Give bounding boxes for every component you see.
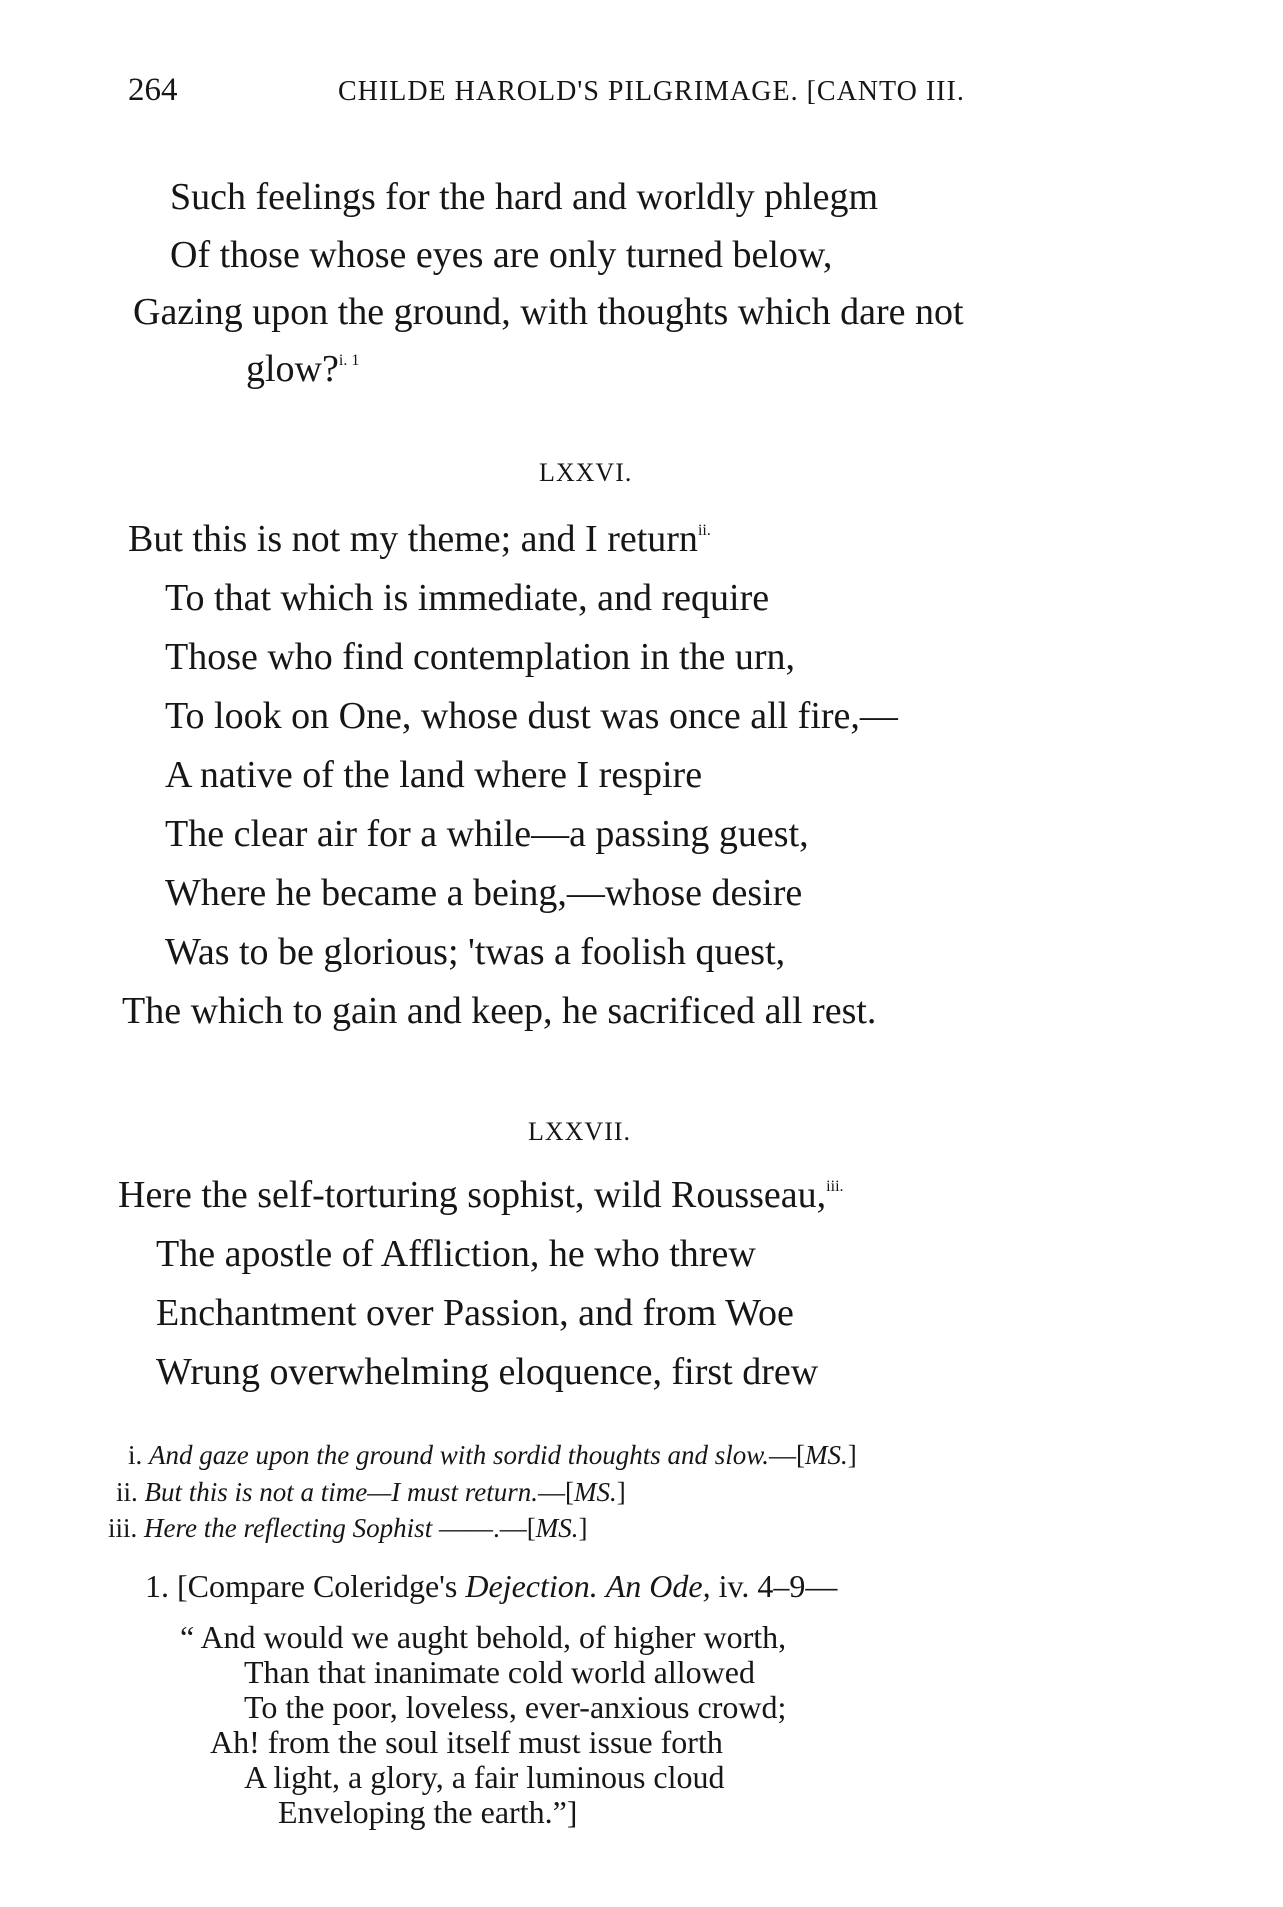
variant-source-close: ] <box>847 1440 857 1470</box>
variant-source: MS. <box>535 1513 579 1543</box>
variant-text: But this is not a time—I must return. <box>144 1477 539 1507</box>
variant-number: i. <box>128 1440 143 1470</box>
footnote-ref: ii. <box>697 522 711 539</box>
note-number: 1. <box>145 1568 169 1604</box>
verse-line: Those who find contemplation in the urn, <box>165 636 796 678</box>
variant-source-open: —[ <box>538 1477 575 1507</box>
verse-line-with-ref <box>246 350 359 388</box>
variant-reading <box>116 1477 626 1508</box>
note-work-title: Dejection. <box>465 1568 598 1604</box>
variant-text: Here the reflecting Sophist <box>144 1513 433 1543</box>
variant-source: MS. <box>574 1477 617 1507</box>
verse-line: The which to gain and keep, he sacrificed all rest. <box>122 990 877 1032</box>
running-title: CHILDE HAROLD'S PILGRIMAGE. [CANTO III. <box>338 76 965 107</box>
verse-line-with-ref <box>128 520 711 558</box>
verse-line: The apostle of Affliction, he who threw <box>156 1233 756 1275</box>
variant-source-open: —[ <box>769 1440 806 1470</box>
variant-reading <box>108 1513 587 1544</box>
quote-line: A light, a glory, a fair luminous cloud <box>244 1759 725 1795</box>
variant-number: iii. <box>108 1513 138 1543</box>
verse-line: A native of the land where I respire <box>165 754 703 796</box>
variant-source-open: ——.—[ <box>432 1513 536 1543</box>
verse-line: To look on One, whose dust was once all fire,— <box>165 695 898 737</box>
verse-line: Wrung overwhelming eloquence, first drew <box>156 1351 819 1393</box>
quote-line: Than that inanimate cold world allowed <box>244 1654 755 1690</box>
verse-line: Where he became a being,—whose desire <box>165 872 803 914</box>
stanza-number: LXXVII. <box>528 1117 632 1146</box>
variant-source: MS. <box>805 1440 848 1470</box>
verse-line-with-ref <box>118 1176 844 1214</box>
variant-source-close: ] <box>616 1477 626 1507</box>
verse-line-text: But this is not my theme; and I return <box>128 518 698 560</box>
variant-text: And gaze upon the ground with sordid thoughts and slow. <box>149 1440 770 1470</box>
variant-number: ii. <box>116 1477 138 1507</box>
footnote-ref: i. 1 <box>338 352 360 369</box>
verse-line: Such feelings for the hard and worldly phlegm <box>170 176 879 218</box>
verse-line: Enchantment over Passion, and from Woe <box>156 1292 794 1334</box>
quote-line: “ And would we aught behold, of higher worth, <box>180 1619 787 1655</box>
verse-line-text: glow? <box>246 348 339 390</box>
note-intro: [Compare Coleridge's <box>177 1568 458 1604</box>
verse-line: Was to be glorious; 'twas a foolish quest, <box>165 931 786 973</box>
verse-line: Of those whose eyes are only turned below, <box>170 234 833 276</box>
note-reference: iv. 4–9— <box>718 1568 838 1604</box>
variant-source-close: ] <box>578 1513 588 1543</box>
editorial-note-intro <box>145 1568 837 1605</box>
quote-line: To the poor, loveless, ever-anxious crowd; <box>244 1689 787 1725</box>
verse-line: To that which is immediate, and require <box>165 577 770 619</box>
page-number: 264 <box>128 72 178 108</box>
stanza-number: LXXVI. <box>539 458 633 487</box>
page-header <box>128 72 1088 120</box>
footnote-ref: iii. <box>826 1178 844 1195</box>
verse-line: Gazing upon the ground, with thoughts which dare not <box>133 291 964 333</box>
variant-reading <box>128 1440 857 1471</box>
note-work-subtitle: An Ode, <box>605 1568 711 1604</box>
verse-line-text: Here the self-torturing sophist, wild Rousseau, <box>118 1174 827 1216</box>
quote-line: Enveloping the earth.”] <box>278 1794 578 1830</box>
verse-line: The clear air for a while—a passing guest, <box>165 813 809 855</box>
quote-line: Ah! from the soul itself must issue forth <box>210 1724 723 1760</box>
